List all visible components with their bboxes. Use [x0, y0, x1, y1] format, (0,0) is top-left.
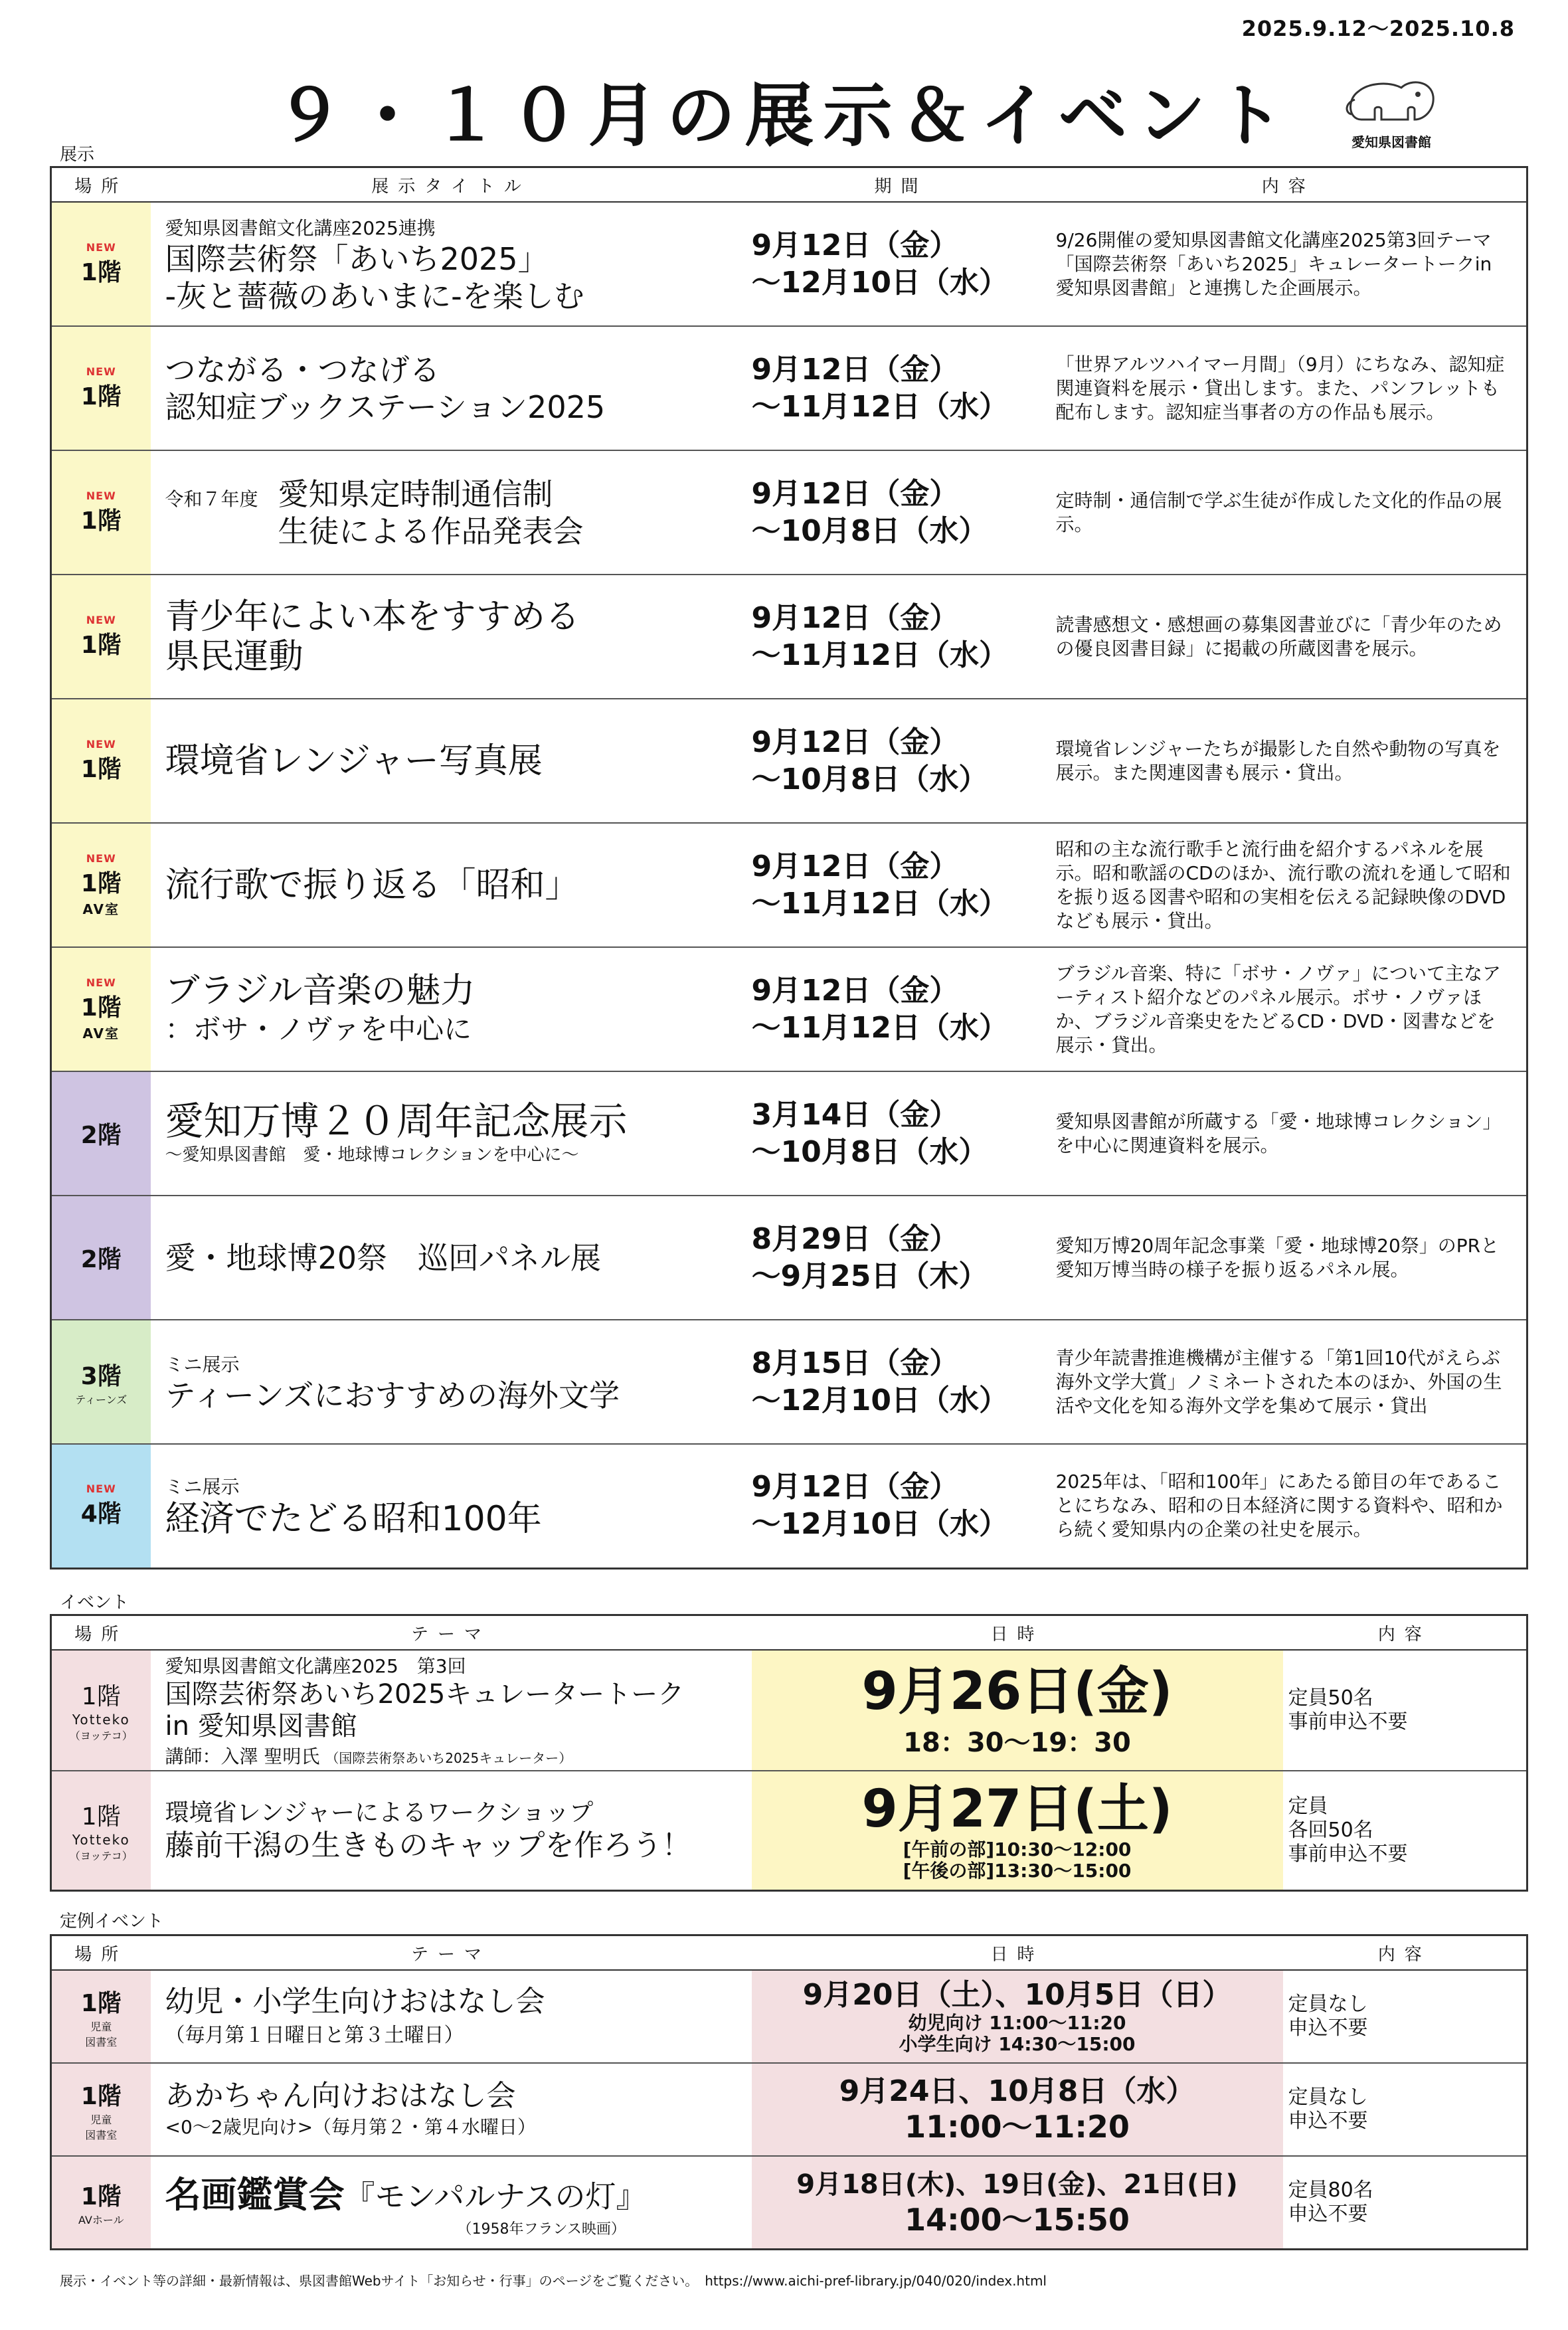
exhibit-description: 愛知県図書館が所蔵する「愛・地球博コレクション」を中心に関連資料を展示。: [1051, 1071, 1527, 1196]
floor-label: 1階: [80, 507, 122, 535]
period-start: 9月12日（金）: [751, 228, 959, 262]
period-start: 8月15日（金）: [751, 1346, 959, 1380]
new-badge: NEW: [86, 489, 116, 502]
period-end: ～12月10日（水）: [751, 1383, 1008, 1417]
exhibit-title: 流行歌で振り返る「昭和」: [165, 865, 580, 905]
exhibit-title: ブラジル音楽の魅力: [165, 970, 476, 1011]
exhibit-row: [51, 450, 1527, 575]
period-start: 9月12日（金）: [751, 849, 959, 883]
exhibit-header-title: 展示タイトル: [151, 167, 752, 203]
new-badge: NEW: [86, 613, 116, 626]
exhibit-row: [51, 202, 1527, 326]
event-row: [51, 1650, 1527, 1771]
period-end: ～9月25日（木）: [751, 1259, 988, 1293]
period-start: 9月12日（金）: [751, 1470, 959, 1504]
exhibit-title: -灰と薔薇のあいまに-を楽しむ: [165, 278, 584, 314]
regular-event-title: 名画鑑賞会: [165, 2173, 345, 2216]
exhibit-title: つながる・つなげる: [165, 351, 440, 388]
exhibit-description: 2025年は、「昭和100年」にあたる節目の年であることにちなみ、昭和の日本経済に関する資料や、昭和から続く愛知県内の企業の社史を展示。: [1051, 1444, 1527, 1568]
new-badge: NEW: [86, 1482, 116, 1496]
period-start: 9月12日（金）: [751, 973, 959, 1008]
logo-caption: 愛知県図書館: [1351, 134, 1431, 150]
event-title: in 愛知県図書館: [165, 1711, 357, 1742]
event-header-theme: テーマ: [151, 1615, 752, 1651]
new-badge: NEW: [86, 852, 116, 865]
event-header-place: 場所: [51, 1615, 151, 1651]
new-badge: NEW: [86, 737, 116, 751]
room-label: AV室: [82, 1026, 120, 1041]
exhibit-row: [51, 1196, 1527, 1320]
event-time: 18：30～19：30: [903, 1727, 1131, 1758]
exhibit-row: [51, 326, 1527, 450]
period-start: 3月14日（金）: [751, 1097, 959, 1132]
exhibit-title: 国際芸術祭「あいち2025」: [165, 240, 549, 277]
floor-label: 1階: [80, 994, 122, 1022]
floor-label: 1階: [80, 870, 122, 897]
period-start: 9月12日（金）: [751, 476, 959, 511]
new-badge: NEW: [86, 976, 116, 989]
exhibit-kicker: ミニ展示: [165, 1353, 240, 1376]
exhibit-subtitle: ：ボサ・ノヴァを中心に: [165, 1012, 472, 1045]
regular-event-row: [51, 2063, 1527, 2156]
floor-label: 1階: [80, 755, 122, 783]
room-label: ティーンズ: [75, 1393, 128, 1406]
period-end: ～11月12日（水）: [751, 638, 1008, 672]
exhibit-title: ティーンズにおすすめの海外文学: [165, 1377, 620, 1413]
exhibit-title: 県民運動: [165, 636, 304, 677]
period-end: ～10月8日（水）: [751, 762, 988, 796]
regular-content-line: 定員なし: [1288, 1993, 1368, 2016]
regular-event-time: 14:00～15:50: [905, 2201, 1130, 2238]
floor-label: 1階: [80, 631, 122, 659]
exhibit-title: 認知症ブックステーション2025: [165, 389, 606, 425]
exhibit-header-period: 期間: [752, 167, 1051, 203]
new-badge: NEW: [86, 365, 116, 378]
exhibit-title: 愛知万博２０周年記念展示: [165, 1099, 628, 1144]
period-start: 8月29日（金）: [751, 1221, 959, 1256]
room-label: 図書室: [85, 2128, 118, 2141]
exhibit-title: 環境省レンジャー写真展: [165, 741, 543, 781]
event-header-datetime: 日時: [752, 1615, 1283, 1651]
floor-label: 2階: [80, 1246, 122, 1273]
speaker-name: 講師：入澤 聖明氏: [165, 1746, 320, 1767]
exhibit-header-place: 場所: [51, 167, 151, 203]
event-title: 国際芸術祭あいち2025キュレータートーク: [165, 1679, 685, 1710]
venue-reading: （ヨッテコ）: [69, 1730, 133, 1742]
exhibit-title: 経済でたどる昭和100年: [165, 1499, 542, 1540]
exhibit-row: [51, 699, 1527, 823]
regular-event-note: <0～2歳児向け>（毎月第２・第４水曜日）: [165, 2116, 537, 2138]
event-content-line: 定員: [1288, 1794, 1328, 1818]
period-end: ～10月8日（水）: [751, 1134, 988, 1169]
venue-label: Yotteko: [72, 1831, 130, 1848]
exhibit-note: ～愛知県図書館 愛・地球博コレクションを中心に～: [165, 1145, 579, 1165]
floor-label: 3階: [80, 1362, 122, 1390]
footer-note: 展示・イベント等の詳細・最新情報は、県図書館Webサイト「お知らせ・行事」のページをご覧ください。 https://www.aichi-pref-library.jp/040/020/index.html: [60, 2273, 1047, 2289]
floor-label: 1階: [80, 258, 122, 286]
section-label-regular: 定例イベント: [60, 1912, 164, 1931]
regular-event-note: （毎月第１日曜日と第３土曜日）: [165, 2024, 464, 2047]
regular-event-row: [51, 1970, 1527, 2063]
exhibit-description: 環境省レンジャーたちが撮影した自然や動物の写真を展示。また関連図書も展示・貸出。: [1051, 699, 1527, 823]
regular-content-line: 申込不要: [1288, 2016, 1368, 2040]
floor-label: 1階: [81, 1683, 121, 1710]
exhibit-kicker: 令和７年度: [165, 488, 258, 510]
event-table: [50, 1614, 1528, 1892]
period-start: 9月12日（金）: [751, 725, 959, 759]
event-content-line: 各回50名: [1288, 1818, 1373, 1842]
new-badge: NEW: [86, 240, 116, 254]
event-row: [51, 1771, 1527, 1890]
room-label: AV室: [82, 901, 120, 917]
regular-event-note: （1958年フランス映画）: [457, 2220, 626, 2238]
exhibit-row: [51, 1320, 1527, 1444]
exhibit-kicker: ミニ展示: [165, 1476, 240, 1498]
regular-event-film-title: 『モンパルナスの灯』: [344, 2178, 647, 2214]
regular-header-theme: テーマ: [151, 1935, 752, 1971]
exhibit-description: 「世界アルツハイマー月間」（9月）にちなみ、認知症関連資料を展示・貸出します。また、パンフレットも配布します。認知症当事者の方の作品も展示。: [1051, 326, 1527, 450]
exhibit-title: 愛・地球博20祭 巡回パネル展: [165, 1239, 602, 1276]
exhibit-row: [51, 1444, 1527, 1568]
regular-header-content: 内容: [1283, 1935, 1527, 1971]
section-label-events: イベント: [60, 1593, 130, 1613]
event-content-line: 事前申込不要: [1288, 1842, 1408, 1866]
exhibit-description: 愛知万博20周年記念事業「愛・地球博20祭」のPRと愛知万博当時の様子を振り返るパネル展。: [1051, 1196, 1527, 1320]
event-title: 藤前干潟の生きものキャップを作ろう！: [165, 1828, 691, 1862]
exhibit-description: 読書感想文・感想画の募集図書並びに「青少年のための優良図書目録」に掲載の所蔵図書を展示。: [1051, 575, 1527, 699]
event-session: [午前の部]10:30～12:00: [903, 1838, 1132, 1860]
floor-label: 2階: [80, 1122, 122, 1149]
speaker-note: （国際芸術祭あいち2025キュレーター）: [325, 1750, 572, 1766]
regular-header-datetime: 日時: [752, 1935, 1283, 1971]
floor-label: 1階: [80, 383, 122, 410]
venue-label: Yotteko: [72, 1712, 130, 1728]
floor-label: 1階: [80, 2082, 122, 2110]
period-start: 9月12日（金）: [751, 600, 959, 635]
regular-event-time: 11:00～11:20: [905, 2109, 1130, 2145]
exhibit-title: 青少年によい本をすすめる: [165, 596, 580, 637]
exhibit-description: 9/26開催の愛知県図書館文化講座2025第3回テーマ「国際芸術祭「あいち2025」キュレータートークin 愛知県図書館」と連携した企画展示。: [1051, 202, 1527, 326]
period-end: ～12月10日（水）: [751, 1507, 1008, 1542]
room-label: 図書室: [85, 2035, 118, 2048]
date-range: 2025.9.12～2025.10.8: [1241, 16, 1515, 41]
period-end: ～12月10日（水）: [751, 265, 1008, 300]
exhibit-description: ブラジル音楽、特に「ボサ・ノヴァ」について主なアーティスト紹介などのパネル展示。ボサ・ノヴァほか、ブラジル音楽史をたどるCD・DVD・図書などを展示・貸出。: [1051, 947, 1527, 1071]
exhibit-description: 昭和の主な流行歌手と流行曲を紹介するパネルを展示。昭和歌謡のCDのほか、流行歌の流れを通して昭和を振り返る図書や昭和の実相を伝える記録映像のDVDなども展示・貸出。: [1051, 823, 1527, 947]
exhibit-description: 定時制・通信制で学ぶ生徒が作成した文化的作品の展示。: [1051, 450, 1527, 575]
library-logo: [1335, 73, 1448, 150]
regular-event-date: 9月18日(木)、19日(金)、21日(日): [796, 2169, 1238, 2200]
floor-label: 1階: [80, 1989, 122, 2017]
exhibit-title: 生徒による作品発表会: [278, 513, 584, 549]
floor-label: 4階: [80, 1500, 122, 1528]
regular-event-date: 9月20日（土）、10月5日（日）: [802, 1978, 1232, 2012]
event-content-line: 定員50名: [1288, 1686, 1373, 1710]
regular-header-place: 場所: [51, 1935, 151, 1971]
exhibit-header-content: 内容: [1051, 167, 1527, 203]
regular-event-table: [50, 1934, 1528, 2250]
event-session: [午後の部]13:30～15:00: [903, 1859, 1132, 1882]
venue-reading: （ヨッテコ）: [69, 1849, 133, 1862]
regular-content-line: 定員なし: [1288, 2086, 1368, 2109]
period-end: ～11月12日（水）: [751, 886, 1008, 921]
exhibit-title: 愛知県定時制通信制: [278, 476, 553, 512]
regular-content-line: 申込不要: [1288, 2109, 1368, 2133]
regular-content-line: 定員80名: [1288, 2178, 1373, 2202]
event-date: 9月26日(金): [861, 1661, 1173, 1722]
period-end: ～10月8日（水）: [751, 513, 988, 548]
event-kicker: 愛知県図書館文化講座2025 第3回: [165, 1655, 466, 1677]
event-header-content: 内容: [1283, 1615, 1527, 1651]
event-date: 9月27日(土): [861, 1779, 1173, 1839]
room-label: 児童: [90, 2113, 112, 2126]
regular-event-title: 幼児・小学生向けおはなし会: [165, 1985, 545, 2018]
elephant-logo-icon: [1342, 73, 1441, 126]
regular-event-date: 9月24日、10月8日（水）: [839, 2074, 1195, 2108]
period-end: ～11月12日（水）: [751, 1010, 1008, 1045]
exhibit-row: [51, 1071, 1527, 1196]
exhibit-description: 青少年読書推進機構が主催する「第1回10代がえらぶ海外文学大賞」ノミネートされた本のほか、外国の生活や文化を知る海外文学を集めて展示・貸出: [1051, 1320, 1527, 1444]
exhibit-row: [51, 823, 1527, 947]
period-end: ～11月12日（水）: [751, 389, 1008, 424]
regular-event-title: あかちゃん向けおはなし会: [165, 2079, 516, 2113]
exhibit-row: [51, 947, 1527, 1071]
exhibit-kicker: 愛知県図書館文化講座2025連携: [165, 217, 436, 239]
section-label-exhibits: 展示: [60, 145, 95, 165]
exhibit-table: [50, 166, 1528, 1569]
room-label: AVホール: [78, 2213, 124, 2226]
floor-label: 1階: [81, 1803, 121, 1831]
event-title: 環境省レンジャーによるワークショップ: [165, 1799, 594, 1827]
page-title: ９・１０月の展示＆イベント: [274, 75, 1294, 156]
room-label: 児童: [90, 2020, 112, 2033]
regular-event-time: 小学生向け 14:30～15:00: [899, 2033, 1136, 2055]
exhibit-row: [51, 575, 1527, 699]
regular-event-time: 幼児向け 11:00～11:20: [908, 2012, 1126, 2034]
floor-label: 1階: [80, 2183, 122, 2210]
event-content-line: 事前申込不要: [1288, 1710, 1408, 1734]
regular-content-line: 申込不要: [1288, 2202, 1368, 2226]
period-start: 9月12日（金）: [751, 352, 959, 387]
regular-event-row: [51, 2156, 1527, 2249]
